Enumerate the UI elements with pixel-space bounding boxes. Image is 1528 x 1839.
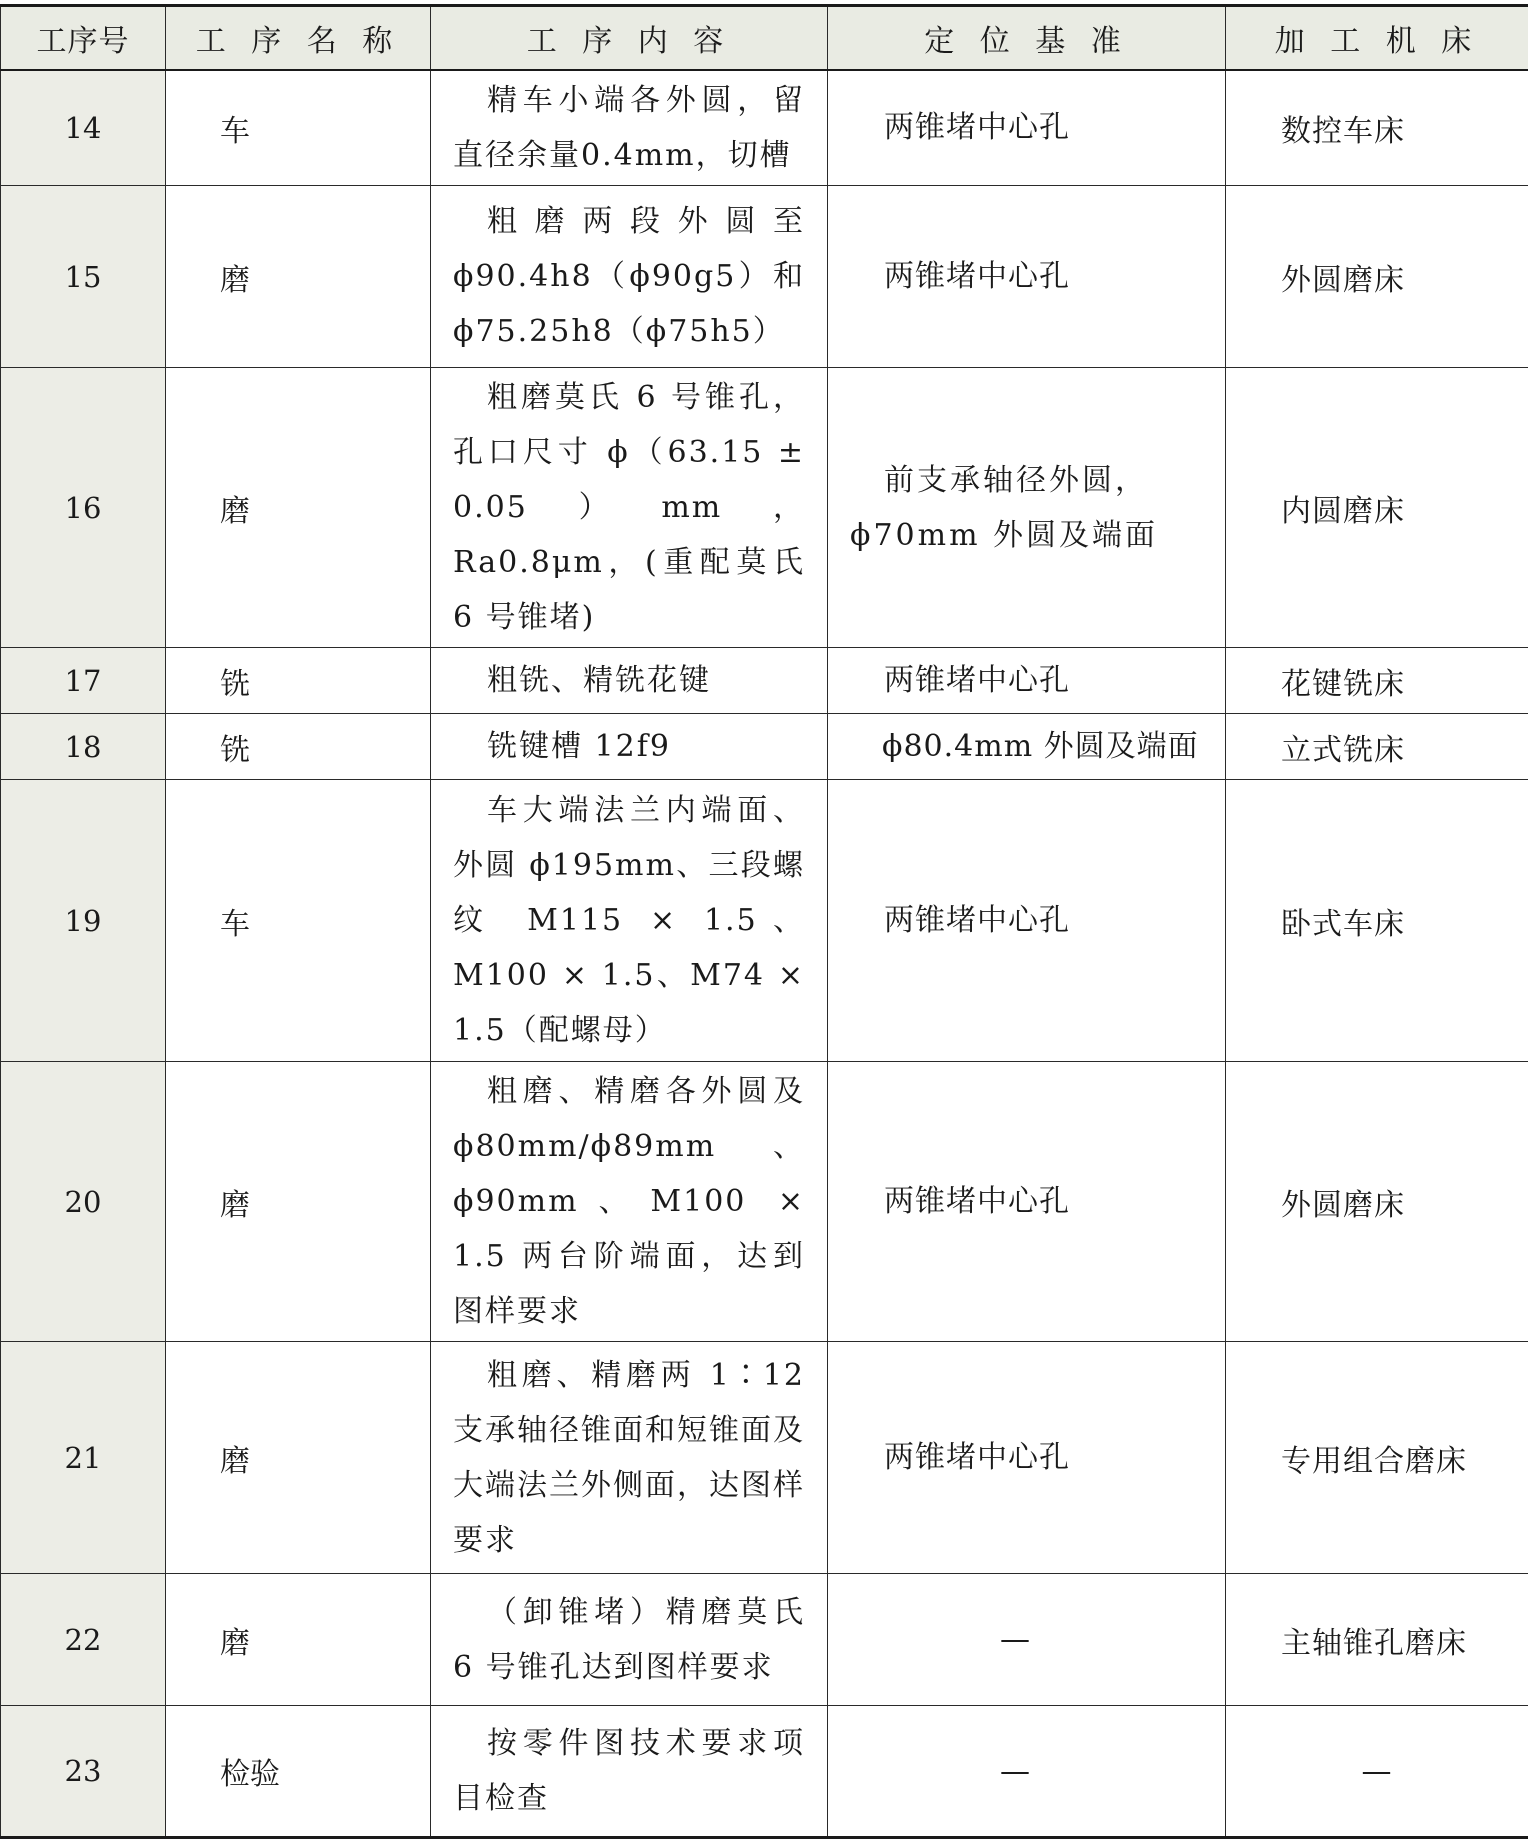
header-row (1, 6, 1528, 70)
process-no: 15 (1, 186, 166, 368)
locating-datum: 两锥堵中心孔 (828, 70, 1226, 186)
table-header (1, 6, 1528, 70)
process-no: 20 (1, 1062, 166, 1342)
machine-tool: 专用组合磨床 (1226, 1342, 1528, 1574)
process-no: 22 (1, 1574, 166, 1706)
machine-tool: 卧式车床 (1226, 780, 1528, 1062)
table-row (1, 368, 1528, 648)
table-row (1, 1574, 1528, 1706)
process-no: 17 (1, 648, 166, 714)
table-row (1, 780, 1528, 1062)
process-no: 19 (1, 780, 166, 1062)
table-row (1, 1342, 1528, 1574)
process-content: 铣键槽 12f9 (431, 714, 828, 780)
process-name: 铣 (166, 648, 431, 714)
machine-tool: 外圆磨床 (1226, 1062, 1528, 1342)
machine-tool: 数控车床 (1226, 70, 1528, 186)
table-row (1, 1062, 1528, 1342)
table-row (1, 1706, 1528, 1838)
locating-datum: 两锥堵中心孔 (828, 1342, 1226, 1574)
header-locating-datum: 定 位 基 准 (828, 6, 1226, 70)
process-name: 磨 (166, 1342, 431, 1574)
locating-datum: 两锥堵中心孔 (828, 186, 1226, 368)
locating-datum: 两锥堵中心孔 (828, 1062, 1226, 1342)
process-name: 铣 (166, 714, 431, 780)
process-content: 车大端法兰内端面、外圆 ϕ195mm、三段螺纹 M115 × 1.5、M100 × 1.5、M74 × 1.5（配螺母） (431, 780, 828, 1062)
process-no: 16 (1, 368, 166, 648)
header-process-name: 工 序 名 称 (166, 6, 431, 70)
locating-datum: 两锥堵中心孔 (828, 780, 1226, 1062)
locating-datum: ϕ80.4mm 外圆及端面 (828, 714, 1226, 780)
process-content: 粗铣、精铣花键 (431, 648, 828, 714)
process-no: 21 (1, 1342, 166, 1574)
header-machine-tool: 加 工 机 床 (1226, 6, 1528, 70)
header-process-no: 工序号 (1, 6, 166, 70)
process-name: 磨 (166, 368, 431, 648)
table-row (1, 714, 1528, 780)
locating-datum: — (828, 1706, 1226, 1838)
process-content: 精车小端各外圆，留直径余量0.4mm，切槽 (431, 70, 828, 186)
process-name: 磨 (166, 186, 431, 368)
process-content: 粗磨、精磨各外圆及ϕ80mm/ϕ89mm、ϕ90mm、M100 × 1.5 两台阶端面，达到图样要求 (431, 1062, 828, 1342)
table-row (1, 70, 1528, 186)
table-row (1, 186, 1528, 368)
process-table (0, 4, 1528, 1839)
process-content: 按零件图技术要求项目检查 (431, 1706, 828, 1838)
process-name: 车 (166, 70, 431, 186)
machine-tool: 内圆磨床 (1226, 368, 1528, 648)
process-content: 粗磨莫氏 6 号锥孔，孔口尺寸 ϕ（63.15 ± 0.05）mm，Ra0.8μm，(重配莫氏 6 号锥堵) (431, 368, 828, 648)
process-no: 14 (1, 70, 166, 186)
process-name: 磨 (166, 1062, 431, 1342)
process-name: 车 (166, 780, 431, 1062)
process-content: 粗磨两段外圆至ϕ90.4h8（ϕ90g5）和ϕ75.25h8（ϕ75h5） (431, 186, 828, 368)
table-row (1, 648, 1528, 714)
machine-tool: 花键铣床 (1226, 648, 1528, 714)
locating-datum: 前支承轴径外圆，ϕ70mm 外圆及端面 (828, 368, 1226, 648)
locating-datum: 两锥堵中心孔 (828, 648, 1226, 714)
machine-tool: 主轴锥孔磨床 (1226, 1574, 1528, 1706)
table-body (1, 70, 1528, 1838)
process-content: 粗磨、精磨两 1∶12 支承轴径锥面和短锥面及大端法兰外侧面，达图样要求 (431, 1342, 828, 1574)
machine-tool: 立式铣床 (1226, 714, 1528, 780)
process-content: （卸锥堵）精磨莫氏 6 号锥孔达到图样要求 (431, 1574, 828, 1706)
machine-tool: — (1226, 1706, 1528, 1838)
process-no: 18 (1, 714, 166, 780)
process-name: 检验 (166, 1706, 431, 1838)
process-no: 23 (1, 1706, 166, 1838)
process-name: 磨 (166, 1574, 431, 1706)
locating-datum: — (828, 1574, 1226, 1706)
machine-tool: 外圆磨床 (1226, 186, 1528, 368)
header-process-content: 工 序 内 容 (431, 6, 828, 70)
